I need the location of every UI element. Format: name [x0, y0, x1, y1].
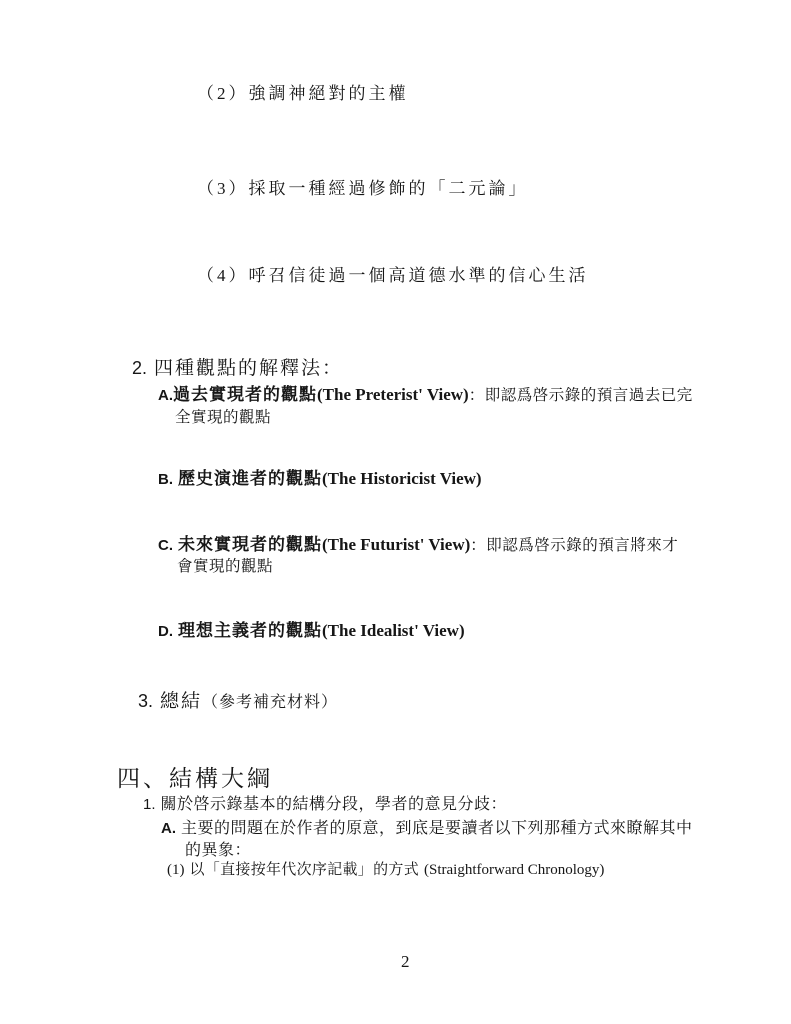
section4-point-a	[161, 820, 693, 838]
view-item-a-name-en: (The Preterist' View)	[317, 385, 469, 404]
view-item-c	[158, 535, 678, 555]
section2-title: 四種觀點的解釋法：	[154, 358, 344, 379]
view-item-c-marker: C.	[158, 537, 173, 554]
view-item-c-desc: ：即認爲啓示錄的預言將來才	[470, 537, 679, 554]
section4-heading	[117, 766, 273, 792]
view-item-a-name-zh: 過去實現者的觀點	[173, 385, 317, 404]
view-item-a-marker: A.	[158, 387, 173, 404]
section4-point-a-marker: A.	[161, 820, 176, 837]
view-item-a-desc-wrap: 全實現的觀點	[175, 409, 272, 426]
section4-title: 四、結構大綱	[117, 766, 273, 791]
view-item-d-marker: D.	[158, 623, 173, 640]
view-item-b	[158, 469, 482, 489]
section4-sub-1	[167, 861, 604, 879]
section2-number: 2.	[132, 358, 148, 378]
section4-point-1-marker: 1.	[143, 796, 156, 813]
page-number-value: 2	[401, 952, 410, 971]
section2-heading	[132, 358, 343, 380]
section4-point-1	[143, 796, 507, 814]
intro-item-3	[197, 179, 529, 199]
section4-point-a-wrap	[185, 842, 251, 860]
intro-item-3-label: （3）採取一種經過修飾的「二元論」	[197, 179, 529, 198]
view-item-c-wrap	[177, 558, 273, 576]
view-item-a	[158, 385, 693, 405]
section3-note: （參考補充材料）	[202, 694, 339, 711]
view-item-d-name-zh: 理想主義者的觀點	[178, 621, 322, 640]
intro-item-4-label: （4）呼召信徒過一個高道德水準的信心生活	[197, 266, 589, 285]
view-item-a-wrap	[175, 409, 271, 427]
section4-point-a-line2: 的異象：	[185, 842, 252, 859]
intro-item-2-label: （2）強調神絕對的主權	[197, 84, 409, 103]
section3-number: 3.	[138, 691, 154, 711]
section4-point-1-text: 關於啓示錄基本的結構分段，學者的意見分歧：	[160, 796, 508, 813]
view-item-c-name-zh: 未來實現者的觀點	[178, 535, 322, 554]
view-item-b-marker: B.	[158, 471, 173, 488]
page-number	[401, 952, 410, 972]
section4-sub-1-text-zh: 以「直接按年代次序記載」的方式	[189, 862, 420, 878]
view-item-a-desc: ：即認爲啓示錄的預言過去已完	[468, 387, 693, 404]
section3-title: 總結	[160, 691, 203, 712]
view-item-c-desc-wrap: 會實現的觀點	[177, 558, 274, 575]
section4-sub-1-text-en: (Straightforward Chronology)	[424, 862, 605, 878]
section4-sub-1-marker: (1)	[167, 862, 185, 878]
view-item-b-name-zh: 歷史演進者的觀點	[178, 469, 322, 488]
view-item-d-name-en: (The Idealist' View)	[322, 621, 465, 640]
section3-heading	[138, 691, 338, 713]
intro-item-4	[197, 266, 589, 286]
view-item-d	[158, 621, 465, 641]
intro-item-2	[197, 84, 409, 104]
view-item-b-name-en: (The Historicist View)	[322, 469, 482, 488]
view-item-c-name-en: (The Futurist' View)	[322, 535, 471, 554]
section4-point-a-line1: 主要的問題在於作者的原意，到底是要讀者以下列那種方式來瞭解其中	[181, 820, 693, 837]
